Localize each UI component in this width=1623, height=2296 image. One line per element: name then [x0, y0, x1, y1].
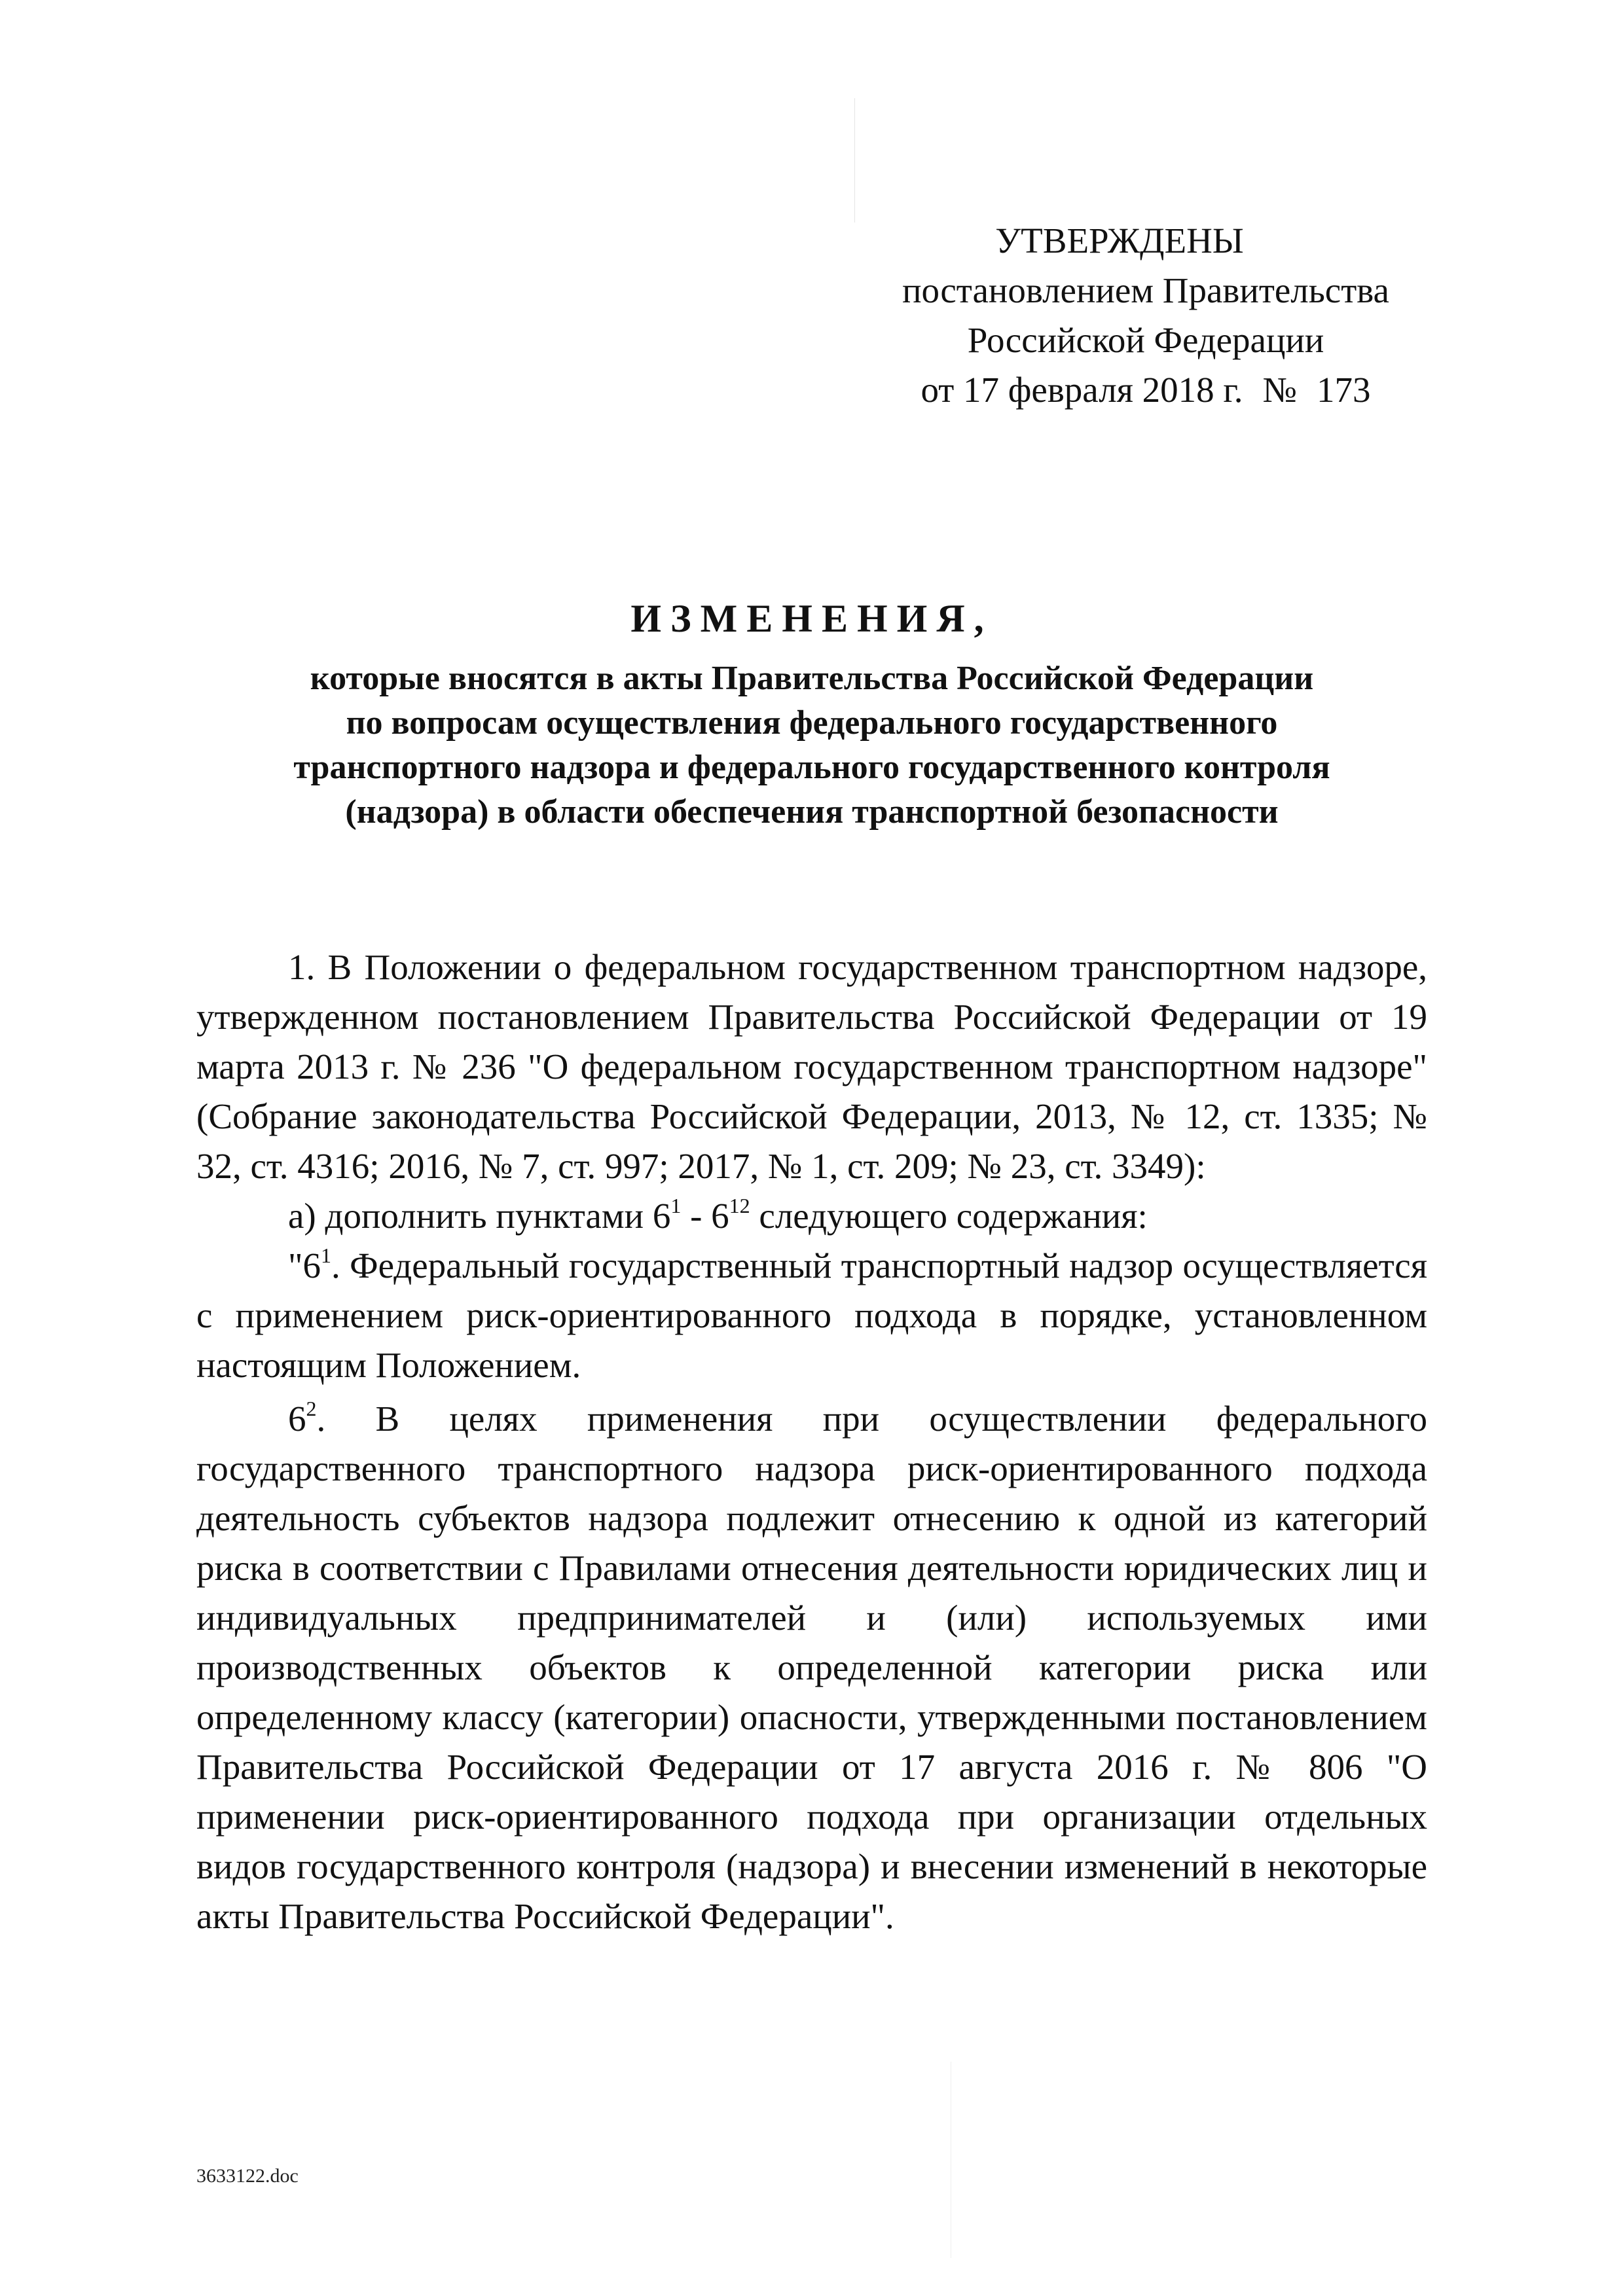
scan-fold-line: [854, 98, 855, 223]
approval-line-1: постановлением Правительства: [902, 270, 1389, 310]
approval-number: 173: [1317, 370, 1371, 410]
subtitle-line-1: которые вносятся в акты Правительства Российской Федерации: [310, 660, 1314, 697]
document-body: [196, 942, 1427, 1941]
footer-doc-id: 3633122.doc: [196, 2165, 299, 2187]
paragraph-4: $6^2$. В целях применения при осуществлении федерального государственного транспортного надзора риск-ориентированного подхода деятельность субъектов надзора подлежит отнесению к одной из категорий риска в соответствии с Правилами отнесения деятельности юридических лиц и индивидуальных предпринимателей и (или) используемых ими производственных объектов к определенной категории риска или определенному классу (категории) опасности, утвержденными постановлением Правительства Российской Федерации от 17 августа 2016 г. № 806 "О применении риск-ориентированного подхода при организации отдельных видов государственного контроля (надзора) и внесении изменений в некоторые акты Правительства Российской Федерации".: [196, 1396, 1427, 1936]
document-title-block: [170, 592, 1453, 834]
approval-line-2: Российской Федерации: [967, 320, 1324, 360]
paragraph-3: "$6^1$. Федеральный государственный транспортный надзор осуществляется с применением риск-ориентированного подхода в порядке, установленном настоящим Положением.: [196, 1243, 1427, 1385]
document-subtitle: [170, 656, 1453, 834]
document-title: ИЗМЕНЕНИЯ,: [630, 597, 993, 640]
approval-date-line: [851, 365, 1440, 415]
subtitle-line-2: по вопросам осуществления федерального государственного: [346, 704, 1278, 742]
approval-number-sign: №: [1262, 370, 1298, 410]
paragraph-2: а) дополнить пунктами $6^1 - 6^{12}$ следующего содержания:: [288, 1193, 1148, 1236]
approval-block: [851, 216, 1440, 415]
approved-heading: УТВЕРЖДЕНЫ: [995, 221, 1244, 260]
subtitle-line-3: транспортного надзора и федерального государственного контроля: [293, 749, 1330, 786]
paragraph-1: 1. В Положении о федеральном государственном транспортном надзоре, утвержденном постановлением Правительства Российской Федерации от 19 марта 2013 г. № 236 "О федеральном государственном транспортном надзоре" (Собрание законодательства Российской Федерации, 2013, № 12, ст. 1335; № 32, ст. 4316; 2016, № 7, ст. 997; 2017, № 1, ст. 209; № 23, ст. 3349):: [196, 947, 1427, 1186]
subtitle-line-4: (надзора) в области обеспечения транспортной безопасности: [345, 793, 1279, 831]
approval-date: от 17 февраля 2018 г.: [921, 370, 1243, 410]
